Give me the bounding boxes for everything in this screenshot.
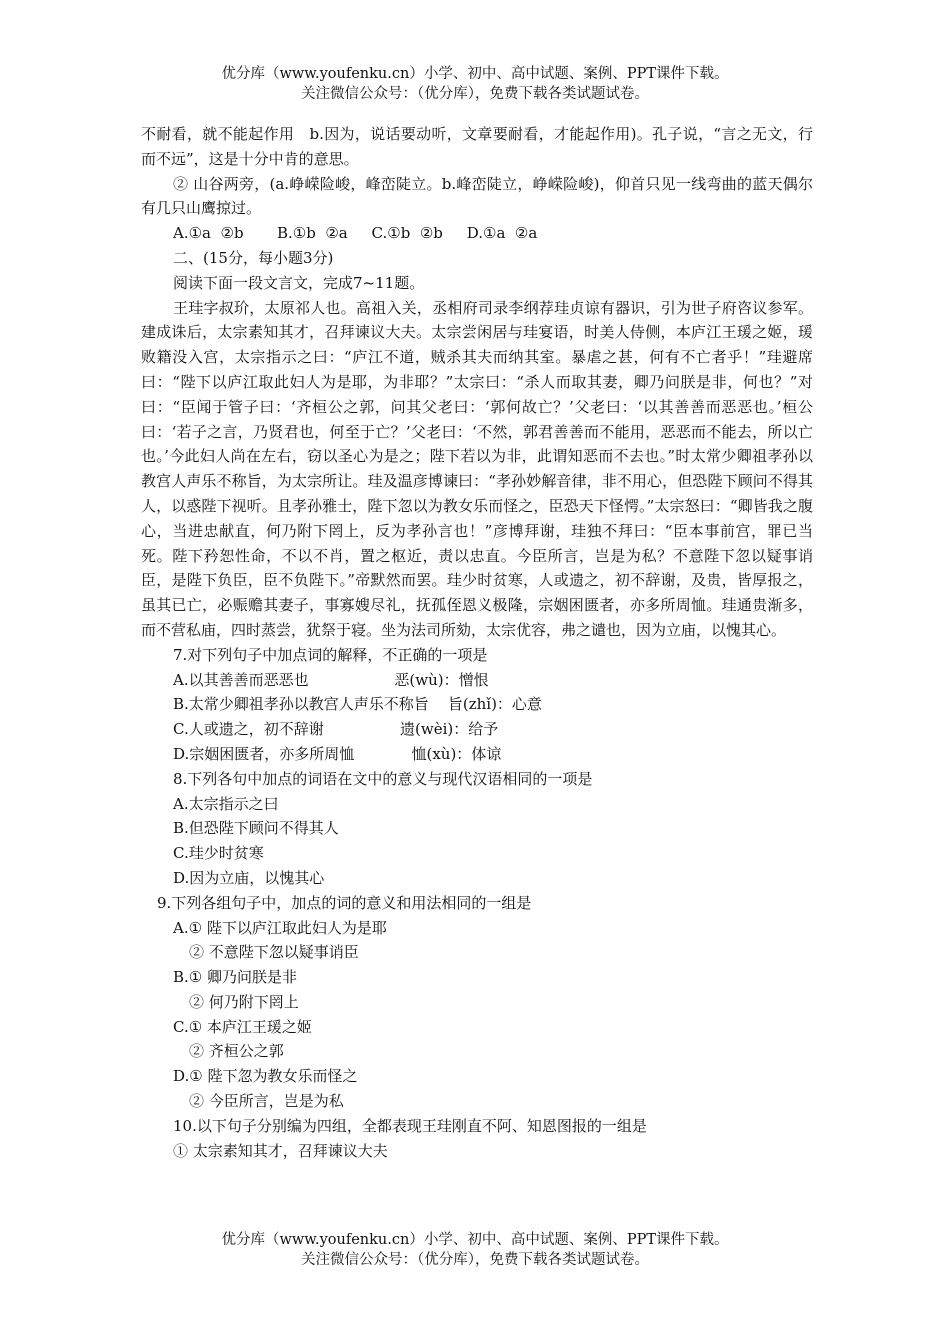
q6-options: A.①a ②b B.①b ②a C.①b ②b D.①a ②a <box>173 224 538 243</box>
q6-tail-paragraph-2: ② 山谷两旁，(a.峥嵘险峻，峰峦陡立。b.峰峦陡立，峥嵘险峻)，仰首只见一线弯曲的蓝天偶尔有几只山鹰掠过。 <box>141 174 813 218</box>
q8-option-c: C.珪少时贫寒 <box>173 844 264 863</box>
section-2-intro: 阅读下面一段文言文，完成7~11题。 <box>173 273 425 292</box>
header-line-2: 关注微信公众号：（优分库），免费下载各类试题试卷。 <box>301 86 649 102</box>
page-footer <box>0 1230 950 1270</box>
q9-option-a-2: ② 不意陛下忽以疑事诮臣 <box>189 943 359 962</box>
q8-stem: 8.下列各句中加点的词语在文中的意义与现代汉语相同的一项是 <box>173 769 593 788</box>
q10-stem: 10.以下句子分别编为四组，全都表现王珪刚直不阿、知恩图报的一组是 <box>173 1116 647 1135</box>
page-header <box>0 64 950 104</box>
q7-stem: 7.对下列句子中加点词的解释，不正确的一项是 <box>173 645 488 664</box>
q7-option-a: A.以其善善而恶恶也 恶(wù)：憎恨 <box>173 670 489 689</box>
q9-option-b-1: B.① 卿乃问朕是非 <box>173 968 298 987</box>
q7-option-c: C.人或遗之，初不辞谢 遗(wèi)：给予 <box>173 720 499 739</box>
q7-option-b: B.太常少卿祖孝孙以教宫人声乐不称旨 旨(zhǐ)：心意 <box>173 695 542 714</box>
classical-passage: 王珪字叔玠，太原祁人也。高祖入关，丞相府司录李纲荐珪贞谅有器识，引为世子府咨议参军。建成诛后，太宗素知其才，召拜谏议大夫。太宗尝闲居与珪宴语，时美人侍侧，本庐江王瑗之姬，瑗败籍没入宫，太宗指示之曰：“庐江不道，贼杀其夫而纳其室。暴虐之甚，何有不亡者乎！”珪避席曰：“陛下以庐江取此妇人为是耶，为非耶？”太宗曰：“杀人而取其妻，卿乃问朕是非，何也？”对曰：“臣闻于管子曰：‘齐桓公之郭，问其父老曰：‘郭何故亡？’父老曰：‘以其善善而恶恶也。’桓公曰：‘若子之言，乃贤君也，何至于亡？’父老曰：‘不然，郭君善善而不能用，恶恶而不能去，所以亡也。’今此妇人尚在左右，窃以圣心为是之；陛下若以为非，此谓知恶而不去也。”时太常少卿祖孝孙以教宫人声乐不称旨，为太宗所让。珪及温彦博谏曰：“孝孙妙解音律，非不用心，但恐陛下顾问不得其人，以惑陛下视听。且孝孙雅士，陛下忽以为教女乐而怪之，臣恐天下怪愕。”太宗怒曰：“卿皆我之腹心，当进忠献直，何乃附下罔上，反为孝孙言也！”彦博拜谢，珪独不拜曰：“臣本事前宫，罪已当死。陛下矜恕性命，不以不肖，置之枢近，责以忠直。今臣所言，岂是为私？不意陛下忽以疑事诮臣，是陛下负臣，臣不负陛下。”帝默然而罢。珪少时贫寒，人或遗之，初不辞谢，及贵，皆厚报之，虽其已亡，必赈赡其妻子，事寡嫂尽礼，抚孤侄恩义极隆，宗姻困匮者，亦多所周恤。珪通贵渐多，而不营私庙，四时蒸尝，犹祭于寝。坐为法司所劾，太宗优容，弗之谴也，因为立庙，以愧其心。 <box>141 298 813 639</box>
footer-line-1: 优分库（www.youfenku.cn）小学、初中、高中试题、案例、PPT课件下载。 <box>221 1232 729 1248</box>
q9-option-d-1: D.① 陛下忽为教女乐而怪之 <box>173 1067 358 1086</box>
exam-content <box>141 122 813 1163</box>
q9-option-c-1: C.① 本庐江王瑗之姬 <box>173 1017 312 1036</box>
q7-option-d: D.宗姻困匮者，亦多所周恤 恤(xù)：体谅 <box>173 744 502 763</box>
section-2-title: 二、(15分，每小题3分) <box>173 248 334 267</box>
q9-option-c-2: ② 齐桓公之郭 <box>189 1042 284 1061</box>
q8-option-a: A.太宗指示之曰 <box>173 794 279 813</box>
q9-option-b-2: ② 何乃附下罔上 <box>189 992 299 1011</box>
q8-option-d: D.因为立庙，以愧其心 <box>173 868 325 887</box>
q9-option-d-2: ② 今臣所言，岂是为私 <box>189 1092 344 1111</box>
footer-line-2: 关注微信公众号：（优分库），免费下载各类试题试卷。 <box>301 1252 649 1268</box>
q8-option-b: B.但恐陛下顾问不得其人 <box>173 819 339 838</box>
q10-item-1: ① 太宗素知其才，召拜谏议大夫 <box>173 1141 388 1160</box>
q6-tail-paragraph-1: 不耐看，就不能起作用 b.因为，说话要动听，文章要耐看，才能起作用)。孔子说，“言之无文，行而不远”，这是十分中肯的意思。 <box>141 125 813 168</box>
q9-stem: 9.下列各组句子中，加点的词的意义和用法相同的一组是 <box>157 893 532 912</box>
header-line-1: 优分库（www.youfenku.cn）小学、初中、高中试题、案例、PPT课件下载。 <box>221 66 729 82</box>
q9-option-a-1: A.① 陛下以庐江取此妇人为是耶 <box>173 918 387 937</box>
